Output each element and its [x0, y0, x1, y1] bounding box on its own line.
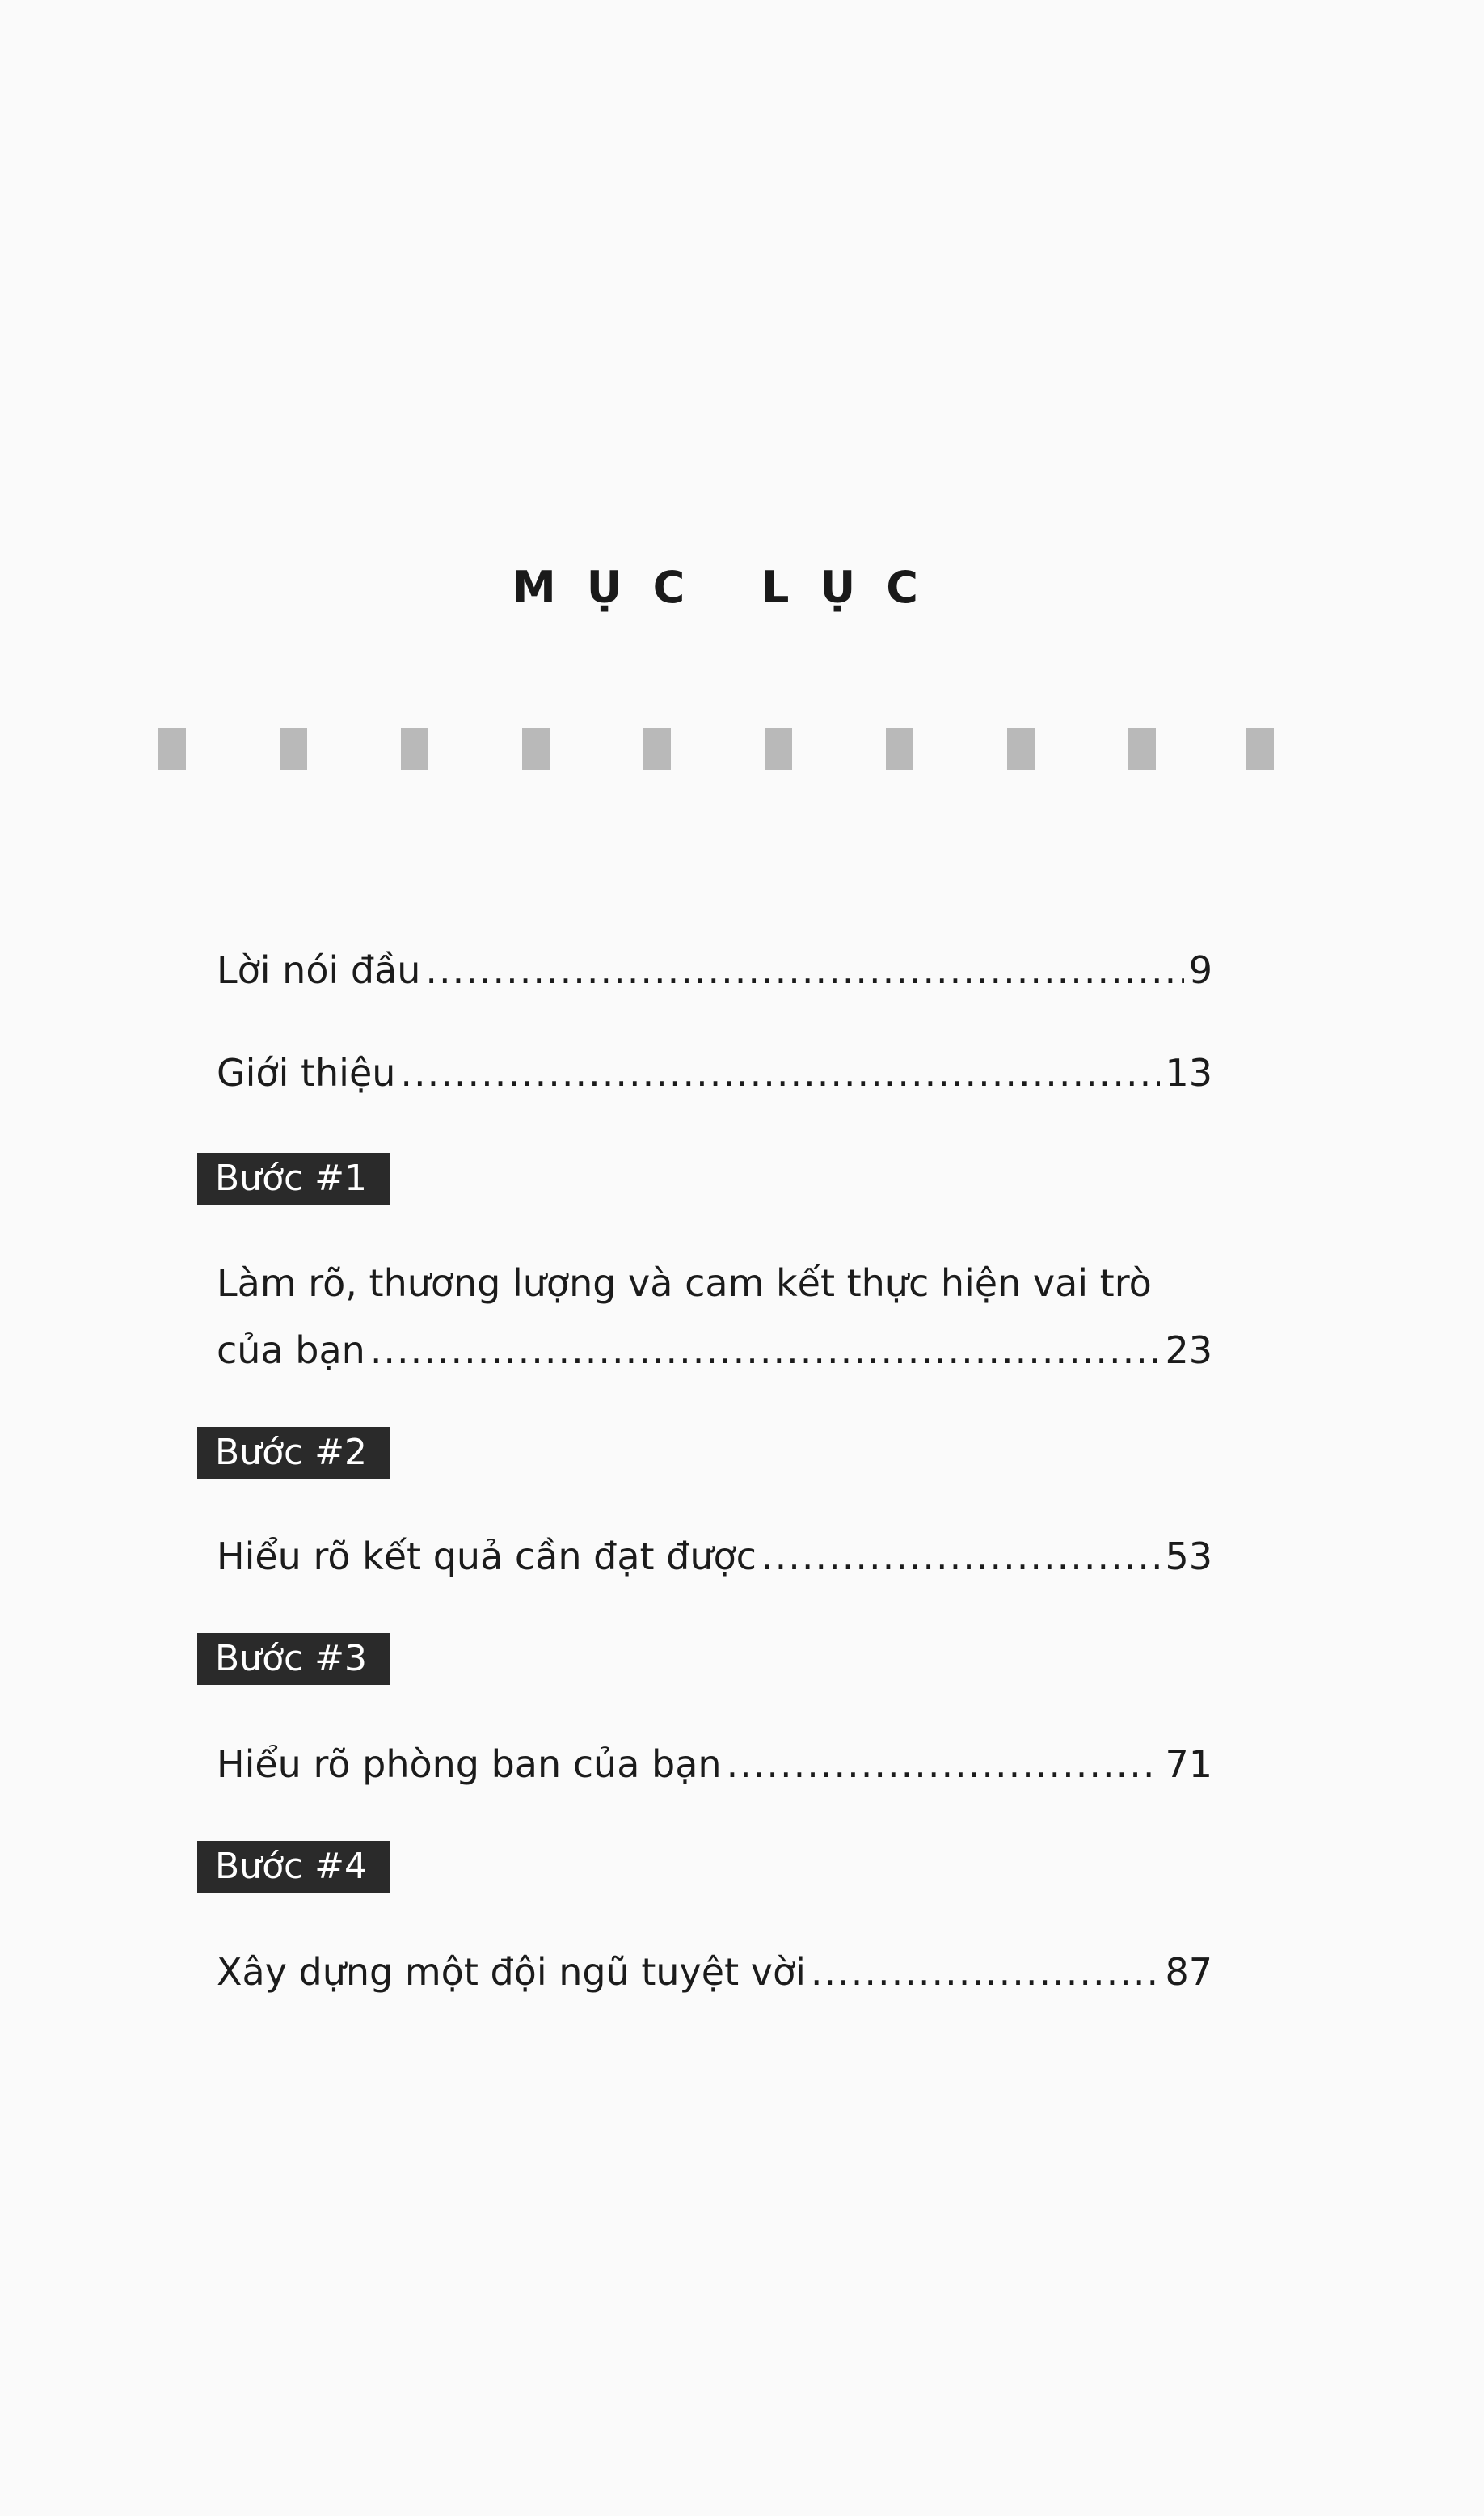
- decorative-square: [643, 728, 671, 770]
- toc-entry-label: Lời nói đầu: [217, 948, 421, 992]
- toc-entry[interactable]: [217, 1047, 1212, 1099]
- toc-title-container: [512, 554, 949, 622]
- toc-entry[interactable]: [217, 944, 1212, 996]
- toc-entry-label: Giới thiệu: [217, 1051, 396, 1095]
- toc-title: MỤC LỤC: [512, 562, 949, 613]
- toc-entry-page: 53: [1165, 1535, 1212, 1578]
- step-label-1: Bước #1: [197, 1153, 390, 1205]
- toc-entry-label: Hiểu rõ kết quả cần đạt được: [217, 1535, 757, 1578]
- toc-entry-label: Xây dựng một đội ngũ tuyệt vời: [217, 1950, 806, 1994]
- decorative-square: [401, 728, 428, 770]
- step-label-3: Bước #3: [197, 1633, 390, 1685]
- decorative-square: [1246, 728, 1274, 770]
- step-label-2: Bước #2: [197, 1427, 390, 1479]
- decorative-square: [765, 728, 792, 770]
- toc-leader-dots: [425, 944, 1183, 996]
- toc-entry-label-line1: Làm rõ, thương lượng và cam kết thực hiện vai trò: [217, 1261, 1152, 1305]
- decorative-square: [886, 728, 913, 770]
- decorative-square: [158, 728, 186, 770]
- toc-leader-dots: [727, 1738, 1161, 1790]
- step-label-4: Bước #4: [197, 1841, 390, 1893]
- decorative-square-row: [158, 728, 1274, 771]
- toc-entry-page: 71: [1165, 1742, 1212, 1786]
- toc-leader-dots: [761, 1530, 1160, 1582]
- toc-entry[interactable]: [217, 1738, 1212, 1790]
- toc-entry-label: của bạn: [217, 1328, 365, 1372]
- toc-entry-page: 23: [1165, 1328, 1212, 1372]
- decorative-square: [1128, 728, 1156, 770]
- decorative-square: [522, 728, 550, 770]
- toc-entry-page: 9: [1188, 948, 1212, 992]
- decorative-square: [1007, 728, 1035, 770]
- toc-entry[interactable]: [217, 1946, 1212, 1998]
- toc-entry-page: 87: [1165, 1950, 1212, 1994]
- toc-leader-dots: [811, 1946, 1161, 1998]
- toc-entry[interactable]: [217, 1324, 1212, 1376]
- toc-entry[interactable]: [217, 1530, 1212, 1582]
- toc-leader-dots: [400, 1047, 1160, 1099]
- toc-leader-dots: [370, 1324, 1161, 1376]
- decorative-square: [280, 728, 307, 770]
- toc-entry-page: 13: [1165, 1051, 1212, 1095]
- toc-entry-label: Hiểu rõ phòng ban của bạn: [217, 1742, 722, 1786]
